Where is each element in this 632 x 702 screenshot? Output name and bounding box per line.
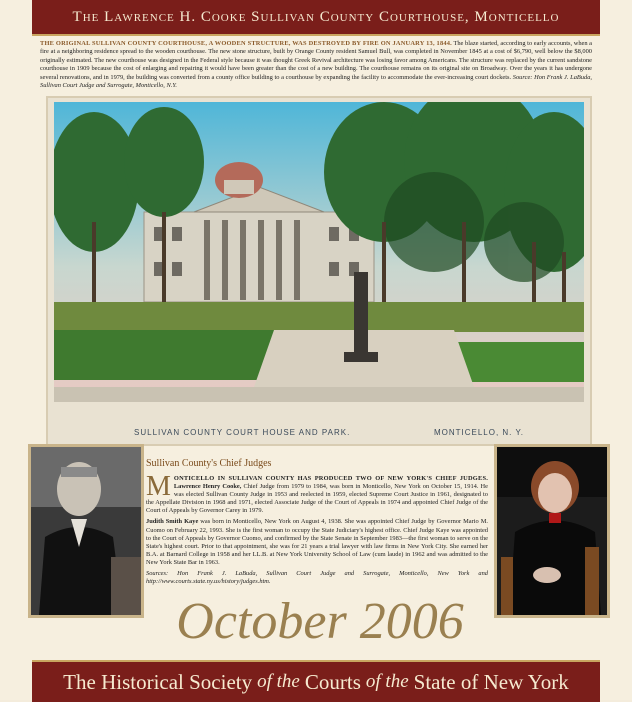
portrait-judith-kaye	[494, 444, 610, 618]
judges-source-text: Sources: Hon Frank J. LaBuda, Sullivan Court Judge and Surrogate, Monticello, New York and http://www.courts.state.ny.us/history/judges.htm.	[146, 570, 488, 586]
judges-lead: ONTICELLO IN SULLIVAN COUNTY HAS PRODUCED TWO OF NEW YORK'S CHIEF JUDGES.	[173, 475, 488, 482]
intro-lead: THE ORIGINAL SULLIVAN COUNTY COURTHOUSE, A WOODEN STRUCTURE, WAS DESTROYED BY FIRE ON JANUARY 13, 1844.	[40, 40, 452, 47]
footer-part-1: The Historical Society	[63, 669, 253, 694]
calendar-month: October 2006	[176, 593, 464, 650]
chief-judges-section	[146, 458, 488, 588]
intro-body: The blaze started, according to early accounts, when a fire at a neighboring residence spread to the wooden courthouse. The new stone structure, built by Orange County resident Samuel Bull, was completed in November 1845 at a cost of $6,790, well below the $8,000 originally estimated. The new courthouse was designed in the Federal style because it was thought Greek Revival architecture was losing favor among Americans. The structure was replaced by the current sandstone courthouse in 1909 because the cost of enlarging and repairing it would have been greater than the cost of a new building. The courthouse remains on its original site on Broadway. Over the years it has undergone several renovations, and in 1979, the building was converted from a county office building to a courthouse by expanding the facility to accommodate the ever-increasing court dockets.	[40, 40, 593, 81]
footer-part-2: of the	[257, 671, 300, 692]
portrait-cooke-image	[31, 447, 141, 615]
judge-cooke-name: Lawrence Henry Cooke,	[173, 483, 242, 491]
footer-part-4: of the	[365, 671, 409, 692]
portrait-kaye-image	[497, 447, 607, 615]
judge-kaye-paragraph	[146, 518, 488, 567]
postcard-caption	[54, 424, 584, 440]
footer-part-5: State of New York	[413, 669, 569, 694]
postcard-caption-left: SULLIVAN COUNTY COURT HOUSE AND PARK.	[134, 427, 351, 437]
judge-cooke-bio: Chief Judge from 1979 to 1984, was born in Monticello, New York on October 15, 1914. He was elected Sullivan County Judge in 1953 and reelected in 1959, elected Supreme Court Justice in 1961, designated to the Appellate Division in 1968 and 1971, elected Associate Judge of the Court of Appeals in 1974 and appointed Chief Judge of the Court of Appeals by Governor Carey in 1979.	[146, 483, 488, 515]
judges-source	[146, 570, 488, 586]
courthouse-postcard	[46, 96, 592, 446]
judge-kaye-name: Judith Smith Kaye	[146, 518, 199, 526]
judge-kaye-bio: was born in Monticello, New York on August 4, 1938. She was appointed Chief Judge by Governor Mario M. Cuomo on February 22, 1993. She is the first woman to occupy the State Judiciary's highest office. Chief Judge Kaye was appointed to the Court of Appeals by Governor Cuomo, and confirmed by the State Senate in September 1983—the first woman to serve on the State's highest court. Prior to that appointment, she was for 21 years a trial lawyer with law firms in New York City. She earned her B.A. at Barnard College in 1958 and her LL.B. at New York University School of Law (cum laude) in 1962 and was admitted to the New York State Bar in 1963.	[146, 518, 488, 566]
footer-part-3: Courts	[304, 669, 361, 694]
intro-paragraph	[40, 40, 592, 92]
page-title	[32, 0, 600, 36]
postcard-caption-right: MONTICELLO, N. Y.	[433, 427, 524, 437]
courthouse-illustration	[54, 102, 584, 422]
drop-cap: M	[146, 471, 171, 502]
intro-source: Source: Hon Frank J. LaBuda, Sullivan Court Judge and Surrogate, Monticello, N.Y.	[40, 73, 593, 90]
page-title-text: The Lawrence H. Cooke Sullivan County Courthouse, Monticello	[72, 8, 560, 25]
portrait-lawrence-cooke	[28, 444, 144, 618]
judge-cooke-paragraph	[146, 471, 488, 515]
society-footer	[32, 660, 600, 702]
chief-judges-heading: Sullivan County's Chief Judges	[146, 458, 272, 469]
